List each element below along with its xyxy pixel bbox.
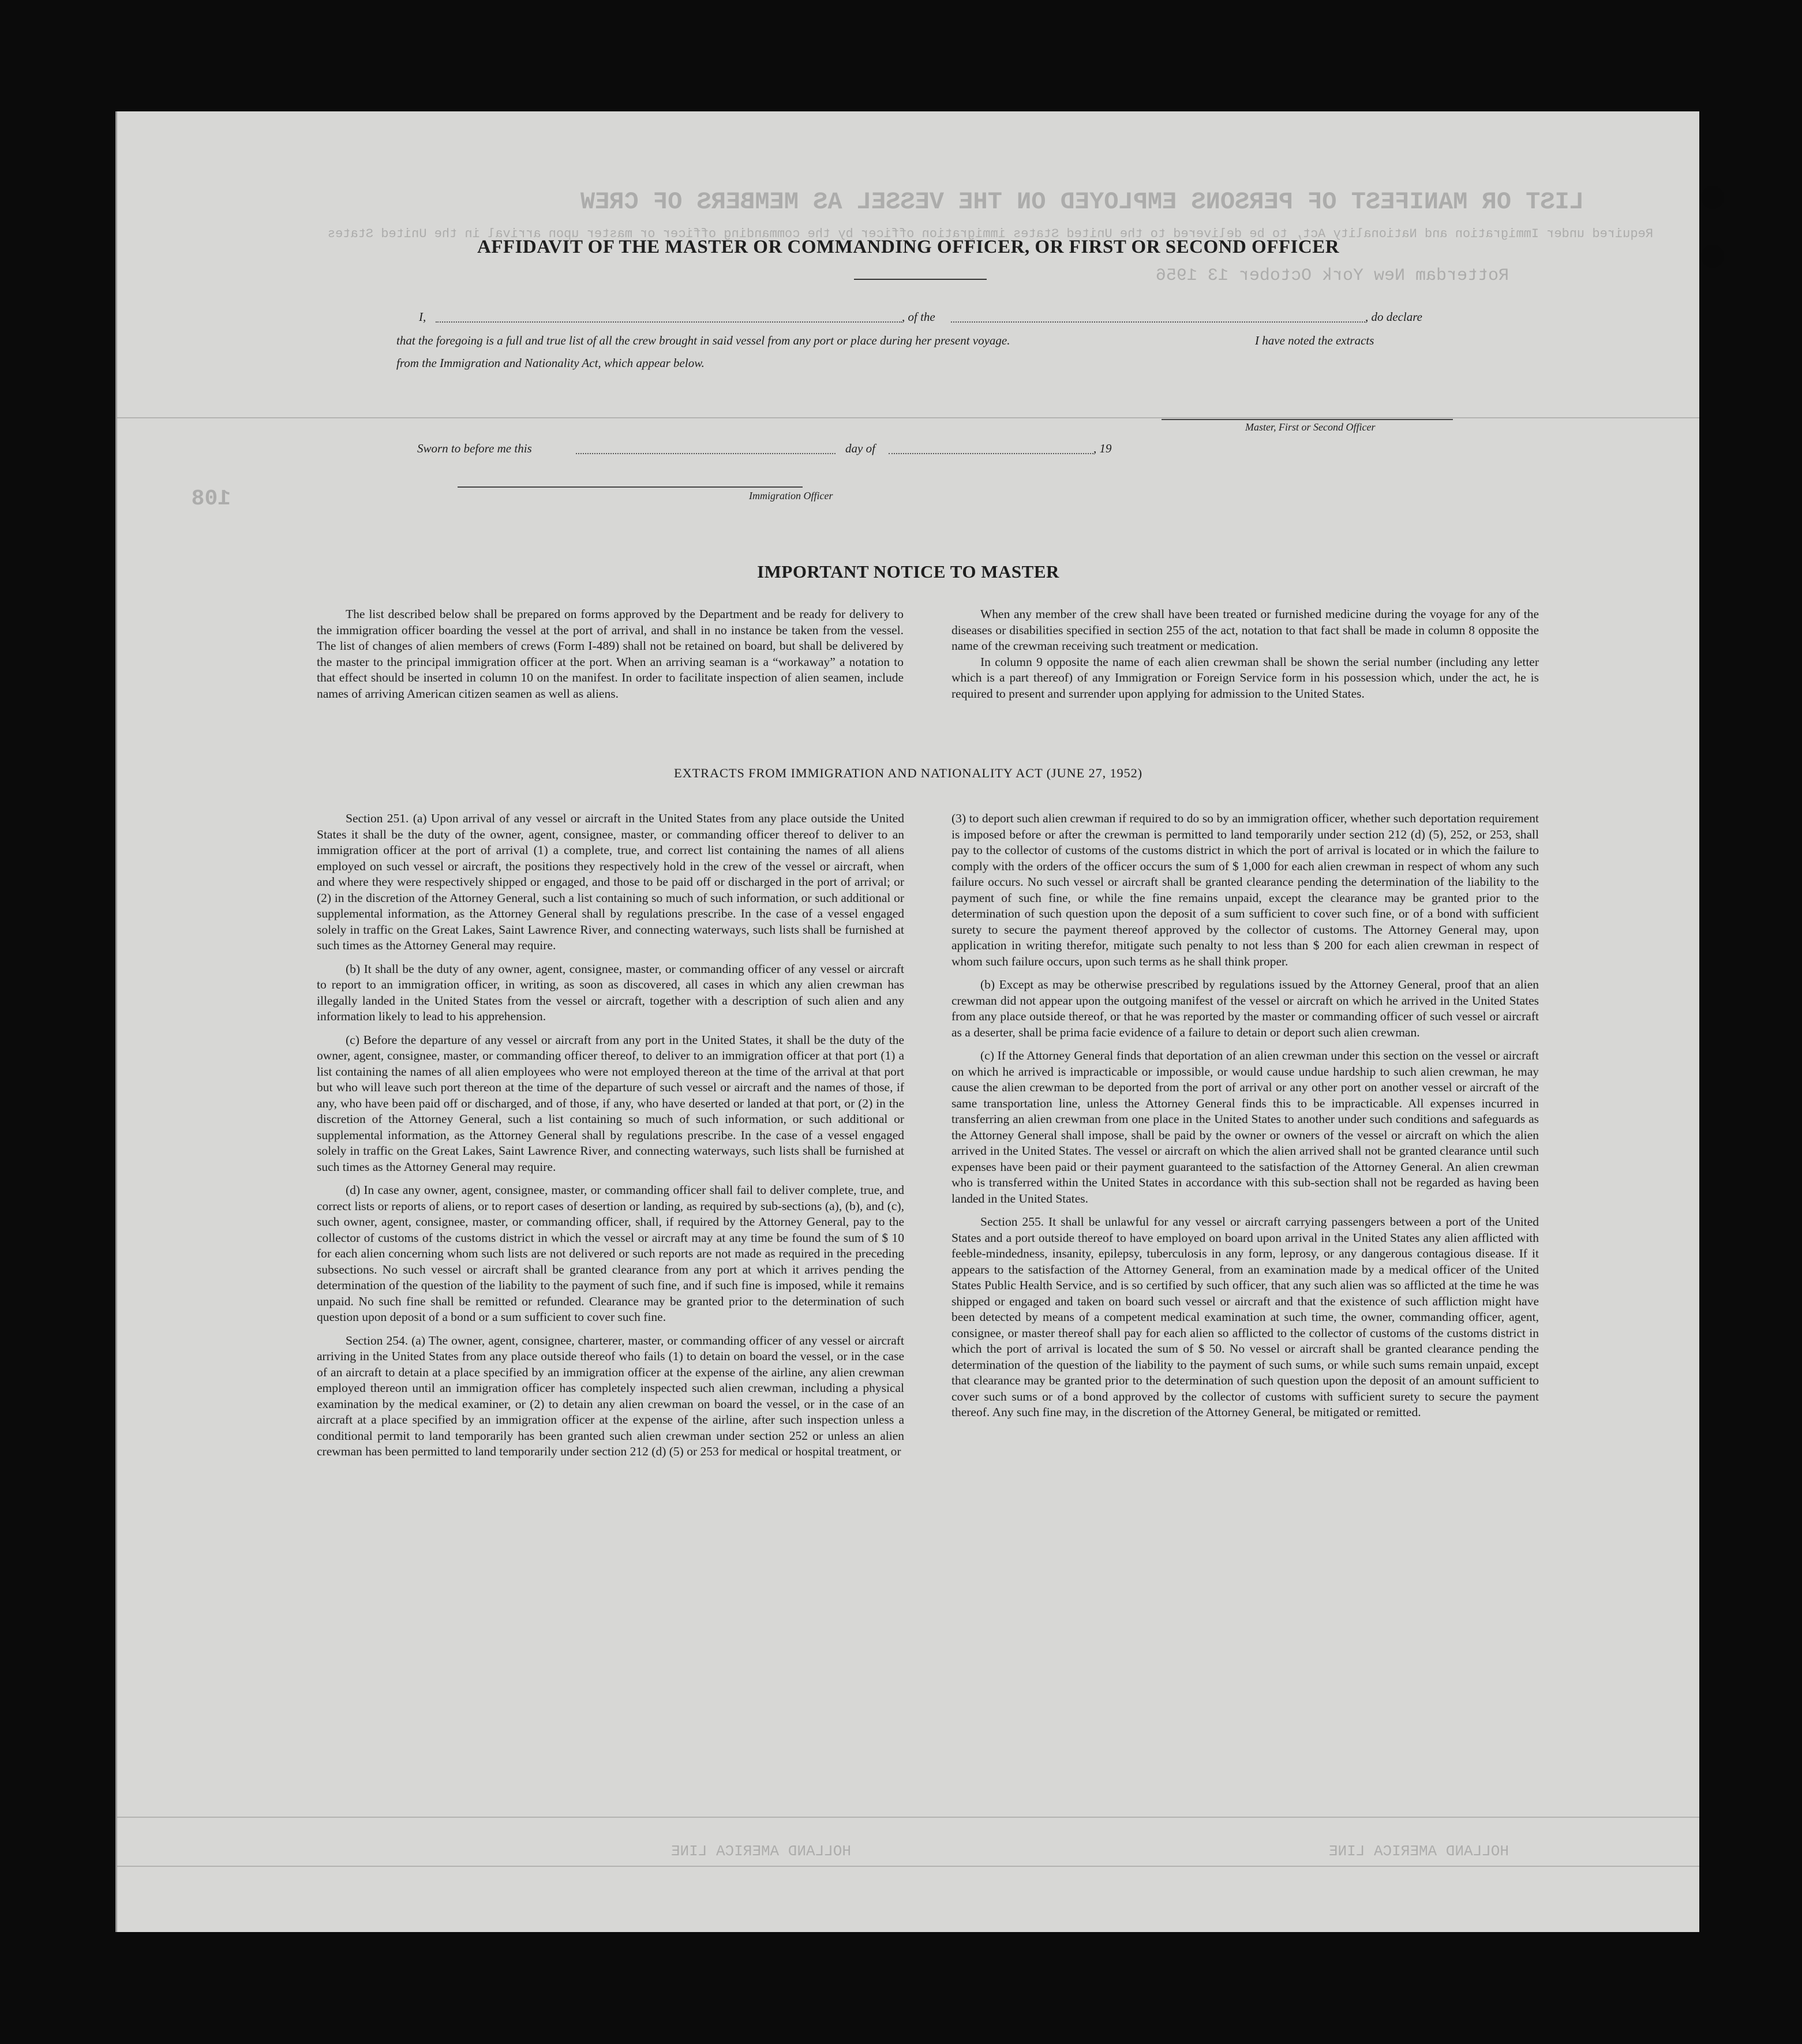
notice-right-column xyxy=(951,607,1539,709)
section-254-a-cont: (3) to deport such alien crewman if required to do so by an immigration officer, whether such deportation requirement is imposed before or after the crewman is permitted to land temporarily under section 212 (d) (5), 252, or 253, shall pay to the collector of customs of the customs district in which the port of arrival is located or in which the failure to comply with the orders of the officer occurs the sum of $ 1,000 for each alien crewman in respect of whom any such failure occurs. No such vessel or aircraft shall be granted clearance pending the determination of the liability to the payment of such fine, or while the fine remains unpaid, except the clearance may be granted prior to the determination of such question upon the deposit of a sum sufficient to cover such fine, or of a bond with sufficient surety to secure the payment thereof approved by the collector of customs. The Attorney General may, upon application in writing therefor, mitigate such penalty to not less than $ 200 for each alien crewman in respect of whom such failure occurs, upon such terms as he shall think proper. xyxy=(951,811,1539,968)
punch-hole xyxy=(1701,186,1724,209)
bleed-rule xyxy=(117,1817,1699,1818)
vessel-name-field xyxy=(951,321,1365,323)
master-signature-label: Master, First or Second Officer xyxy=(1245,421,1376,433)
bleed-ship-line: Rotterdam New York October 13 1956 xyxy=(1155,266,1509,286)
affidavit-title: AFFIDAVIT OF THE MASTER OR COMMANDING OFFICER, OR FIRST OR SECOND OFFICER xyxy=(477,237,1340,257)
extracts-right-column xyxy=(951,811,1539,1428)
affidavit-line-1-right: I have noted the extracts xyxy=(1255,334,1374,347)
master-signature-line xyxy=(1162,419,1453,420)
document-page xyxy=(115,111,1699,1932)
bleed-header: LIST OR MANIFEST OF PERSONS EMPLOYED ON THE VESSEL AS MEMBERS OF CREW xyxy=(580,188,1584,216)
notice-right-paragraph-2: In column 9 opposite the name of each alien crewman shall be shown the serial number (including any letter which is a part thereof) of any Immigration or Foreign Service form in his possession which, under the act, he is required to present and surrender upon applying for admission to the United States. xyxy=(951,654,1539,701)
declarant-label: I, xyxy=(419,310,426,324)
title-divider xyxy=(854,279,987,280)
bleed-footer: HOLLAND AMERICA LINE xyxy=(1328,1843,1509,1860)
punch-hole xyxy=(1701,245,1724,268)
notice-left-paragraph: The list described below shall be prepared on forms approved by the Department and be ready for delivery to the immigration officer boarding the vessel at the port of arrival, and shall in no instance be taken from the vessel. The list of changes of alien members of crews (Form I-489) shall not be retained on board, but shall be delivered by the master to the principal immigration officer at the port. When an arriving seaman is a “workaway” a notation to that effect should be inserted in column 10 on the manifest. In order to facilitate inspection of alien seamen, include names of arriving American citizen seamen as well as aliens. xyxy=(317,607,904,701)
of-the-label: , of the xyxy=(902,310,935,324)
section-254-c: (c) If the Attorney General finds that deportation of an alien crewman under this section on the vessel or aircraft on which he arrived is impracticable or impossible, or would cause undue hardship to such alien crewman, he may cause the alien crewman to be deported from the port of arrival or any other port on another vessel or aircraft of the same transportation line, unless the Attorney General finds this to be impracticable. All expenses incurred in transferring an alien crewman from one place in the United States to another under such conditions and safeguards as the Attorney General shall impose, shall be paid by the owner or owners of the vessel or aircraft on which the alien arrived in the United States. The vessel or aircraft on which the alien arrived shall not be granted clearance until such expenses have been paid or their payment guaranteed to the satisfaction of the Attorney General. An alien crewman who is transferred within the United States in accordance with this sub-section shall not be regarded as having been landed in the United States. xyxy=(951,1049,1539,1206)
section-251-a: Section 251. (a) Upon arrival of any vessel or aircraft in the United States from any place outside the United States it shall be the duty of the owner, agent, consignee, master, or commanding officer thereof to deliver to an immigration officer at the port of arrival (1) a complete, true, and correct list containing the names of all aliens employed on such vessel or aircraft, the positions they respectively hold in the crew of the vessel or aircraft, when and where they were respectively shipped or engaged, and those to be paid off or discharged in the port of arrival; or (2) in the discretion of the Attorney General, such a list containing so much of such information, or such additional or supplemental information, as the Attorney General shall by regulations prescribe. In the case of a vessel engaged solely in traffic on the Great Lakes, Saint Lawrence River, and connecting waterways, such lists shall be furnished at such times as the Attorney General may require. xyxy=(317,811,904,952)
bleed-page-number: 108 xyxy=(191,486,231,511)
day-of-label: day of xyxy=(845,441,875,455)
immigration-officer-signature-line xyxy=(458,486,803,488)
section-254-a: Section 254. (a) The owner, agent, consignee, charterer, master, or commanding officer of any vessel or aircraft arriving in the United States from any place outside thereof who fails (1) to detain on board the vessel, or in the case of an aircraft to detain at a place specified by an immigration officer at the expense of the airline, any alien crewman employed thereon until an immigration officer has completely inspected such alien crewman, including a physical examination by the medical examiner, or (2) to detain any alien crewman on board the vessel, or in the case of an aircraft at a place specified by an immigration officer at the expense of the airline, after such inspection unless a conditional permit to land temporarily has been granted such alien crewman under section 252 or unless an alien crewman has been permitted to land temporarily under section 212 (d) (5) or 253 for medical or hospital treatment, or xyxy=(317,1333,904,1458)
section-251-c: (c) Before the departure of any vessel or aircraft from any port in the United States, it shall be the duty of the owner, agent, consignee, master, or commanding officer thereof, to deliver to an immigration officer at that port (1) a list containing the names of all alien employees who were not employed thereon at the time of the arrival at that port but who will leave such port thereon at the time of the departure of such vessel or aircraft and the names of those, if any, who have been paid off or discharged, and of those, if any, who have deserted or landed at that port, or (2) in the discretion of the Attorney General, such a list containing so much of such information, or such additional or supplemental information, as the Attorney General shall by regulations prescribe. In the case of a vessel engaged solely in traffic on the Great Lakes, Saint Lawrence River, and connecting waterways, such lists shall be furnished at such times as the Attorney General may require. xyxy=(317,1032,904,1174)
section-251-d: (d) In case any owner, agent, consignee, master, or commanding officer shall fail to deliver complete, true, and correct lists or reports of aliens, or to report cases of desertion or landing, as required by sub-sections (a), (b), and (c), such owner, agent, consignee, master, or commanding officer, shall, if required by the Attorney General, pay to the collector of customs of the customs district in which the vessel or aircraft may at any time be found the sum of $ 10 for each alien concerning whom such lists are not delivered or such reports are not made as required in the preceding subsections. No such vessel or aircraft shall be granted clearance from any port at which it arrives pending the determination of the question of the liability to the payment of such fine, and if such fine is imposed, while it remains unpaid. No such fine shall be remitted or refunded. Clearance may be granted prior to the determination of such question upon deposit of a bond or a sum sufficient to cover such fine. xyxy=(317,1183,904,1324)
notice-title: IMPORTANT NOTICE TO MASTER xyxy=(757,561,1059,582)
affidavit-line-2: from the Immigration and Nationality Act, which appear below. xyxy=(396,356,705,370)
section-251-b: (b) It shall be the duty of any owner, agent, consignee, master, or commanding officer of any vessel or aircraft to report to an immigration officer, in writing, as soon as discovered, all cases in which any alien crewman has illegally landed in the United States from the vessel or aircraft, together with a description of such alien and any information likely to lead to his apprehension. xyxy=(317,961,904,1023)
notice-left-column xyxy=(317,607,904,709)
notice-right-paragraph-1: When any member of the crew shall have been treated or furnished medicine during the voyage for any of the diseases or disabilities specified in section 255 of the act, notation to that fact shall be made in column 8 opposite the name of the crewman receiving such treatment or medication. xyxy=(951,607,1539,653)
extracts-left-column xyxy=(317,811,904,1468)
bleed-subtext: Required under Immigration and Nationality Act, to be delivered to the United States immigration officer by the commanding officer or master upon arrival in the United States xyxy=(327,227,1653,241)
do-declare-label: , do declare xyxy=(1365,310,1422,324)
section-255: Section 255. It shall be unlawful for any vessel or aircraft carrying passengers between a port of the United States and a port outside thereof to have employed on board upon arrival in the United States any alien afflicted with feeble-mindedness, insanity, epilepsy, tuberculosis in any form, leprosy, or any dangerous contagious disease. If it appears to the satisfaction of the Attorney General, from an examination made by a medical officer of the United States Public Health Service, and is so certified by such officer, that any such alien was so afflicted at the time he was shipped or engaged and taken on board such vessel or aircraft and that the existence of such affliction might have been detected by means of a competent medical examination at such time, the owner, commanding officer, agent, consignee, or master thereof shall pay for each alien so afflicted to the collector of customs of the customs district in which the port of arrival is located the sum of $ 50. No vessel or aircraft shall be granted clearance pending the determination of the question of the liability to the payment of such sums, or while such sums remain unpaid, except that clearance may be granted prior to the determination of such question upon the deposit of an amount sufficient to cover such sums or of a bond approved by the collector of customs with sufficient surety to secure the payment thereof. Any such fine may, in the discretion of the Attorney General, be mitigated or remitted. xyxy=(951,1215,1539,1419)
sworn-day-field xyxy=(576,453,836,454)
sworn-label: Sworn to before me this xyxy=(417,441,532,455)
affidavit-line-1: that the foregoing is a full and true list of all the crew brought in said vessel from any port or place during her present voyage. xyxy=(396,334,1010,347)
year-label: , 19 xyxy=(1093,441,1112,455)
sworn-month-field xyxy=(889,453,1093,454)
immigration-officer-label: Immigration Officer xyxy=(749,490,833,501)
section-254-b: (b) Except as may be otherwise prescribed by regulations issued by the Attorney General, proof that an alien crewman did not appear upon the outgoing manifest of the vessel or aircraft on which he arrived in the United States from any place outside thereof, or that he was reported by the master or commanding officer of such vessel or aircraft as a deserter, shall be prima facie evidence of a failure to detain or deport such alien crewman. xyxy=(951,978,1539,1039)
bleed-rule xyxy=(117,1866,1699,1867)
bleed-footer-2: HOLLAND AMERICA LINE xyxy=(670,1843,851,1860)
extracts-title: EXTRACTS FROM IMMIGRATION AND NATIONALITY ACT (JUNE 27, 1952) xyxy=(674,766,1142,780)
declarant-name-field xyxy=(436,321,902,323)
bleed-rule xyxy=(117,417,1699,418)
